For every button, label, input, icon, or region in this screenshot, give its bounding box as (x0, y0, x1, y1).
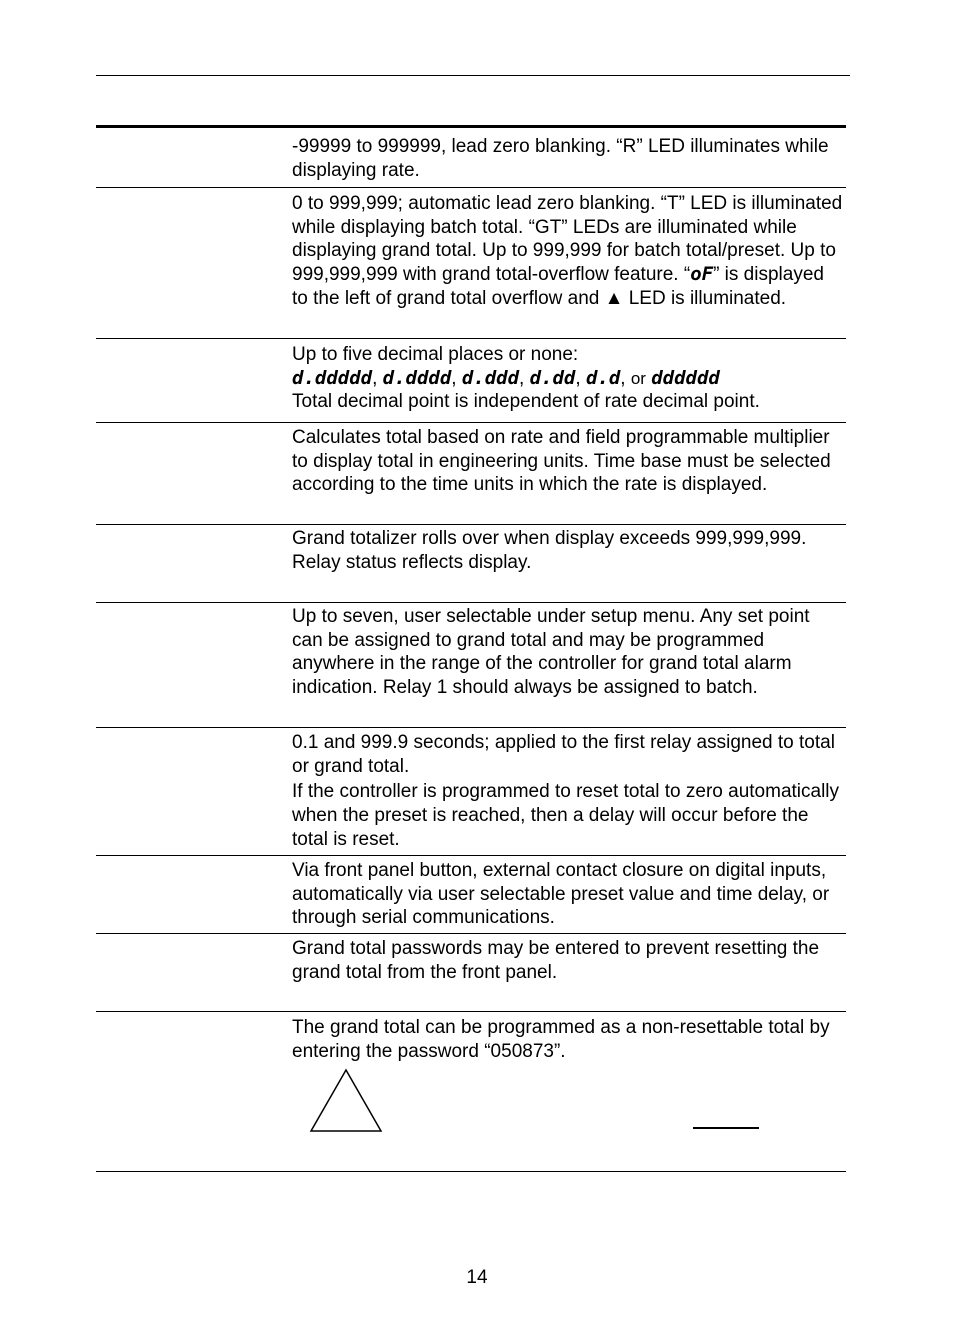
format-option: d.ddd (461, 366, 520, 389)
table-row (96, 934, 846, 1012)
table-row (96, 127, 846, 188)
format-separator: , (519, 367, 525, 389)
row-description: Calculates total based on rate and field programmable multiplier to display total in engineering units. Time base must be selected according to the time units in which the rate is displayed. (292, 427, 831, 496)
underline-mark (693, 1127, 759, 1129)
format-option: d.dddd (382, 366, 452, 389)
row-description: The grand total can be programmed as a non-resettable total by entering the password “050873”. (292, 1017, 830, 1062)
table-row (96, 728, 846, 856)
or-word: or (630, 368, 646, 388)
decimal-formats (292, 367, 844, 391)
table-row (96, 423, 846, 525)
row-description (292, 343, 844, 414)
row-description: Grand totalizer rolls over when display exceeds 999,999,999. Relay status reflects display. (292, 528, 807, 573)
row-description (292, 192, 844, 311)
table-row (96, 1012, 846, 1172)
decimal-note: Total decimal point is independent of rate decimal point. (292, 391, 760, 413)
delay-range: 0.1 and 999.9 seconds; applied to the first relay assigned to total or grand total. (292, 732, 835, 777)
format-separator: , (575, 367, 581, 389)
table-row (96, 856, 846, 934)
row-text-before: 0 to 999,999; automatic lead zero blanking. “T” LED is illuminated while displaying batch total. “GT” LEDs are illuminated while displaying grand total. Up to 999,999 for batch total/preset. Up to 999,999,999 with grand total-overflow feature. “ (292, 193, 843, 286)
format-option: dddddd (651, 366, 720, 389)
decimal-intro: Up to five decimal places or none: (292, 344, 579, 365)
table-row (96, 339, 846, 423)
row-description (292, 731, 844, 852)
overflow-symbol: oF (690, 263, 714, 286)
row-description: Grand total passwords may be entered to prevent resetting the grand total from the front panel. (292, 938, 820, 983)
warning-triangle-icon (309, 1068, 383, 1134)
format-option: d.dd (529, 366, 576, 389)
format-separator: , (372, 367, 378, 389)
page-number: 14 (466, 1267, 488, 1288)
format-option: d.ddddd (292, 366, 373, 389)
format-separator: , (620, 367, 626, 389)
table-row (96, 603, 846, 728)
table-row (96, 525, 846, 603)
format-option: d.d (585, 366, 621, 389)
row-description: Up to seven, user selectable under setup menu. Any set point can be assigned to grand total and may be programmed anywhere in the range of the controller for grand total alarm indication. Relay 1 should always be assigned to batch. (292, 606, 810, 699)
delay-note: If the controller is programmed to reset total to zero automatically when the preset is reached, then a delay will occur before the total is reset. (292, 781, 840, 850)
header-rule (96, 75, 850, 76)
row-description: Via front panel button, external contact closure on digital inputs, automatically via user selectable preset value and time delay, or through serial communications. (292, 860, 830, 929)
table-row (96, 188, 846, 339)
row-description: -99999 to 999999, lead zero blanking. “R” LED illuminates while displaying rate. (292, 136, 829, 181)
format-separator: , (451, 367, 457, 389)
row-text-after: ” is displayed to the left of grand total overflow and ▲ LED is illuminated. (292, 264, 824, 309)
